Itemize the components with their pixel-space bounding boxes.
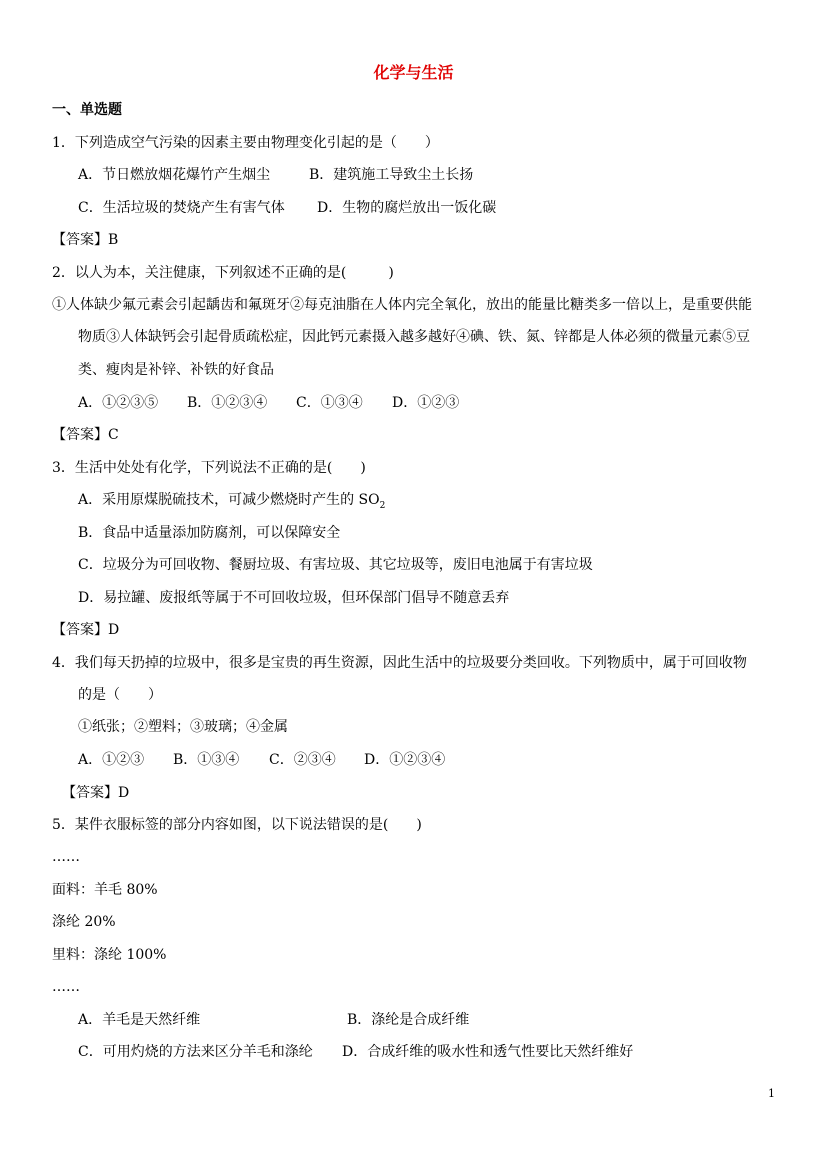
q1-answer: 【答案】B bbox=[52, 232, 119, 248]
q4-option-c: C．②③④ bbox=[269, 752, 336, 768]
q1-option-d: D．生物的腐烂放出一饭化碳 bbox=[317, 200, 497, 216]
q3-option-a-subscript: 2 bbox=[379, 500, 386, 511]
q5-label-line: 涤纶 20% bbox=[52, 914, 116, 930]
q5-label-ellipsis: …… bbox=[52, 849, 80, 865]
q3-answer: 【答案】D bbox=[52, 622, 120, 638]
q5-label-line: 里料：涤纶 100% bbox=[52, 947, 167, 963]
section-heading: 一、单选题 bbox=[52, 102, 122, 118]
q5-option-a: A．羊毛是天然纤维 bbox=[78, 1012, 201, 1028]
q5-option-b: B．涤纶是合成纤维 bbox=[347, 1012, 470, 1028]
q3-stem: 3．生活中处处有化学，下列说法不正确的是( ) bbox=[52, 460, 366, 476]
q4-answer: 【答案】D bbox=[62, 785, 130, 801]
q3-option-a-text: A．采用原煤脱硫技术，可减少燃烧时产生的 SO bbox=[78, 492, 380, 508]
q5-label-line: 面料：羊毛 80% bbox=[52, 882, 158, 898]
q4-items: ①纸张；②塑料；③玻璃；④金属 bbox=[78, 719, 288, 735]
q3-option-a bbox=[78, 491, 385, 515]
q2-option-a: A．①②③⑤ bbox=[78, 395, 159, 411]
q5-stem: 5．某件衣服标签的部分内容如图，以下说法错误的是( ) bbox=[52, 817, 422, 833]
q2-option-c: C．①③④ bbox=[296, 395, 363, 411]
q4-stem: 4．我们每天扔掉的垃圾中，很多是宝贵的再生资源，因此生活中的垃圾要分类回收。下列物质中，属于可回收物 bbox=[52, 655, 747, 671]
q2-option-d: D．①②③ bbox=[392, 395, 460, 411]
q2-statement-line: ①人体缺少氟元素会引起龋齿和氟斑牙②每克油脂在人体内完全氧化，放出的能量比糖类多一倍以上，是重要供能 bbox=[52, 297, 752, 313]
q1-option-a: A．节日燃放烟花爆竹产生烟尘 bbox=[78, 167, 271, 183]
q1-option-b: B．建筑施工导致尘土长扬 bbox=[309, 167, 474, 183]
q2-answer: 【答案】C bbox=[52, 427, 119, 443]
q5-option-d: D．合成纤维的吸水性和透气性要比天然纤维好 bbox=[342, 1044, 634, 1060]
q2-statement-line: 类、瘦肉是补锌、补铁的好食品 bbox=[78, 362, 274, 378]
q3-option-d: D．易拉罐、废报纸等属于不可回收垃圾，但环保部门倡导不随意丢弃 bbox=[78, 590, 510, 606]
q2-stem: 2．以人为本，关注健康，下列叙述不正确的是( ) bbox=[52, 265, 394, 281]
q2-option-b: B．①②③④ bbox=[187, 395, 268, 411]
q4-option-b: B．①③④ bbox=[173, 752, 240, 768]
q2-statement-line: 物质③人体缺钙会引起骨质疏松症，因此钙元素摄入越多越好④碘、铁、氮、锌都是人体必须的微量元素⑤豆 bbox=[78, 329, 750, 345]
q3-option-b: B．食品中适量添加防腐剂，可以保障安全 bbox=[78, 525, 341, 541]
q4-option-a: A．①②③ bbox=[78, 752, 145, 768]
document-title: 化学与生活 bbox=[373, 63, 454, 82]
q1-option-c: C．生活垃圾的焚烧产生有害气体 bbox=[78, 200, 285, 216]
q4-stem-continued: 的是（ ） bbox=[78, 687, 162, 703]
q3-option-c: C．垃圾分为可回收物、餐厨垃圾、有害垃圾、其它垃圾等，废旧电池属于有害垃圾 bbox=[78, 557, 593, 573]
q5-label-ellipsis: …… bbox=[52, 979, 80, 995]
page-number: 1 bbox=[768, 1087, 775, 1100]
q1-stem: 1．下列造成空气污染的因素主要由物理变化引起的是（ ） bbox=[52, 135, 439, 151]
q4-option-d: D．①②③④ bbox=[364, 752, 446, 768]
q5-option-c: C．可用灼烧的方法来区分羊毛和涤纶 bbox=[78, 1044, 313, 1060]
